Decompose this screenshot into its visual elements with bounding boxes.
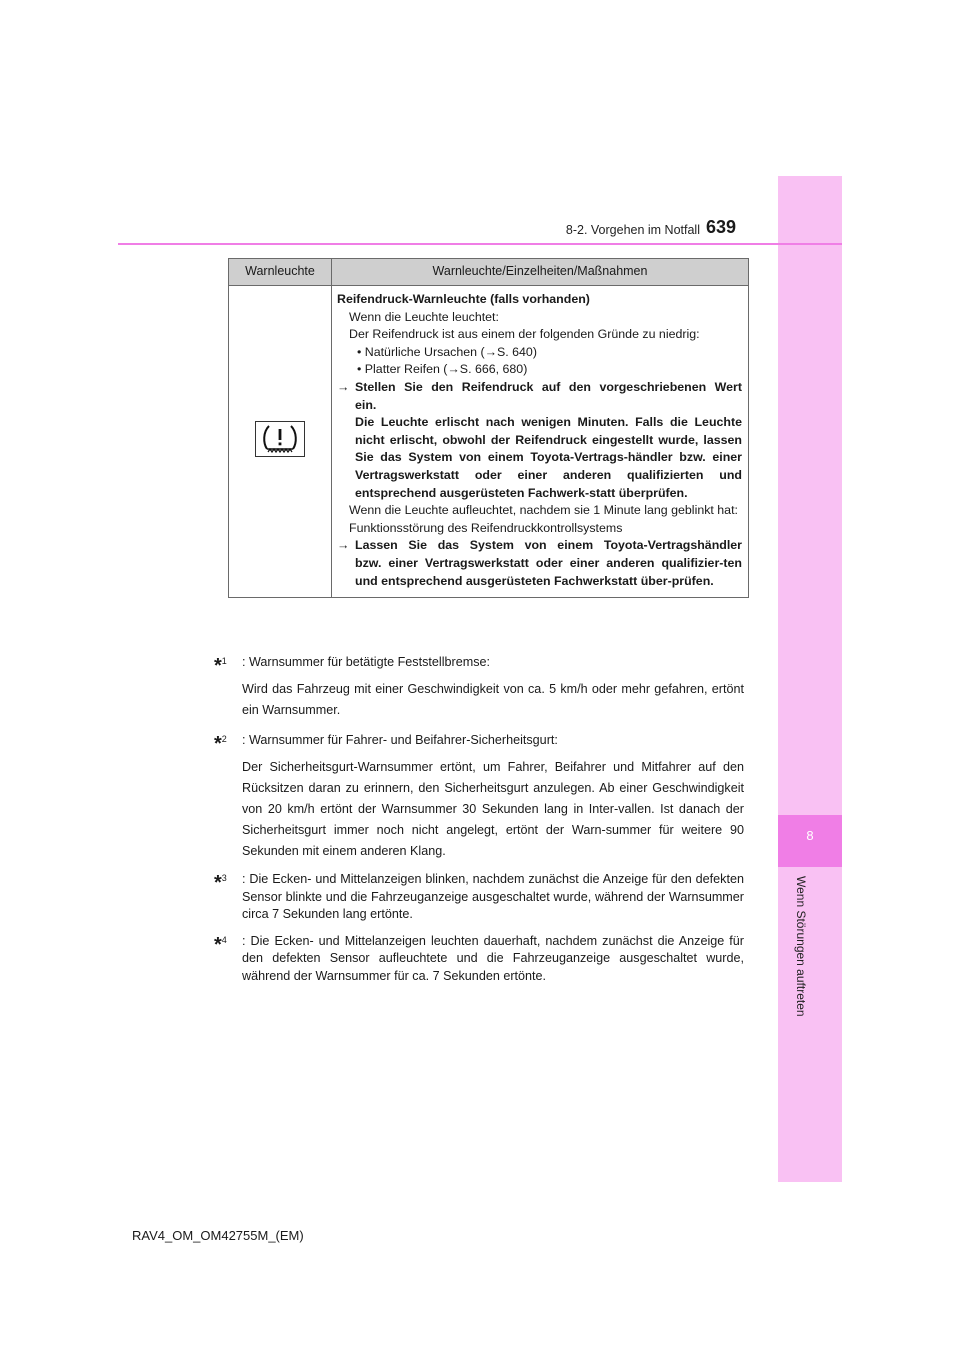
action1-cont: ein. xyxy=(355,397,377,412)
footnote-title: : Warnsummer für Fahrer- und Beifahrer-Sicherheitsgurt: xyxy=(242,733,558,747)
footnote-text: : Die Ecken- und Mittelanzeigen blinken, nachdem zunächst die Anzeige für den defekten Sensor blinkte und die Fahrzeuganzeige ausgeschaltet wurde, während der Warnsummer circa 7 Sekunden lang ertönte. xyxy=(242,872,744,922)
footnote-4 xyxy=(214,933,744,986)
footnote-marker: *$^4$ xyxy=(214,933,227,956)
warning-light-table xyxy=(228,258,749,598)
case1-intro: Wenn die Leuchte leuchtet: xyxy=(349,309,499,324)
footnote-marker: *$^2$ xyxy=(214,733,227,755)
action2-text: Lassen Sie das System von einem Toyota-Vertragshändler xyxy=(355,538,742,553)
footnote-marker: *$^3$ xyxy=(214,872,227,894)
action2-line xyxy=(337,537,742,555)
action2-cont: bzw. einer Vertragswerkstatt oder einer anderen qualifizier-ten und entsprechend ausgerüsteten Fachwerkstatt über-prüfen. xyxy=(355,555,742,588)
action1-text: Stellen Sie den Reifendruck auf den vorgeschriebenen Wert xyxy=(355,379,742,394)
chapter-title: Wenn Störungen auftreten xyxy=(794,876,808,1017)
warning-light-cell xyxy=(229,286,332,598)
case2-desc: Funktionsstörung des Reifendruckkontrollsystems xyxy=(349,520,623,535)
cause-bullet-1: • Natürliche Ursachen (→S. 640) xyxy=(357,344,537,359)
tire-pressure-warning-icon xyxy=(255,421,305,457)
footnote-3 xyxy=(214,871,744,924)
page-number: 639 xyxy=(706,217,737,237)
footnote-text: Wird das Fahrzeug mit einer Geschwindigkeit von ca. 5 km/h oder mehr gefahren, ertönt ein Warnsummer. xyxy=(242,682,744,717)
case1-desc: Der Reifendruck ist aus einem der folgenden Gründe zu niedrig: xyxy=(349,327,700,342)
footnote-text: Der Sicherheitsgurt-Warnsummer ertönt, um Fahrer, Beifahrer und Mitfahrer auf den Rücksitzen daran zu erinnern, den Sicherheitsgurt anzulegen. Ab einer Geschwindigkeit von 20 km/h ertönt der Warnsummer 30 Sekunden lang in Inter-vallen. Ist danach der Sicherheitsgurt immer noch nicht angelegt, ertönt der Warn-summer für weitere 90 Sekunden mit einem anderen Klang. xyxy=(242,760,744,858)
case2-intro: Wenn die Leuchte aufleuchtet, nachdem sie 1 Minute lang geblinkt hat: xyxy=(349,503,738,518)
action1-line xyxy=(337,379,742,397)
header-divider xyxy=(118,243,842,245)
chapter-number: 8 xyxy=(806,828,814,843)
footnotes xyxy=(214,652,744,986)
chapter-tab-strip xyxy=(778,176,842,1182)
footnote-2 xyxy=(214,730,744,862)
document-code: RAV4_OM_OM42755M_(EM) xyxy=(132,1228,304,1243)
arrow-icon: → xyxy=(337,379,350,394)
footnote-1 xyxy=(214,652,744,721)
footnote-marker: *$^1$ xyxy=(214,655,227,677)
table-row xyxy=(229,286,749,598)
column-header-details: Warnleuchte/Einzelheiten/Maßnahmen xyxy=(332,259,749,286)
arrow-icon: → xyxy=(337,538,350,553)
chapter-title-tab xyxy=(790,876,810,1036)
footnote-text: : Die Ecken- und Mittelanzeigen leuchten dauerhaft, nachdem zunächst die Anzeige für den defekten Sensor aufleuchtete und die Fahrzeuganzeige ausgeschaltet wurde, während der Warnsummer für ca. 7 Sekunden ertönte. xyxy=(242,933,744,983)
warning-details-cell xyxy=(332,286,749,598)
section-title: 8-2. Vorgehen im Notfall xyxy=(565,223,700,237)
warning-title: Reifendruck-Warnleuchte (falls vorhanden) xyxy=(337,292,590,306)
cause-bullet-2: • Platter Reifen (→S. 666, 680) xyxy=(357,362,528,377)
footnote-title: : Warnsummer für betätigte Feststellbremse: xyxy=(242,655,490,669)
table-header-row xyxy=(229,259,749,286)
action1-detail: Die Leuchte erlischt nach wenigen Minuten. Falls die Leuchte nicht erlischt, obwohl der Reifendruck eingestellt wurde, lassen Sie das System von einem Toyota-Vertrags-händler bzw. einer Vertragswerkstatt oder einer anderen qualifizierten und entsprechend ausgerüsteten Fachwerk-statt überprüfen. xyxy=(355,415,742,500)
column-header-light: Warnleuchte xyxy=(229,259,332,286)
